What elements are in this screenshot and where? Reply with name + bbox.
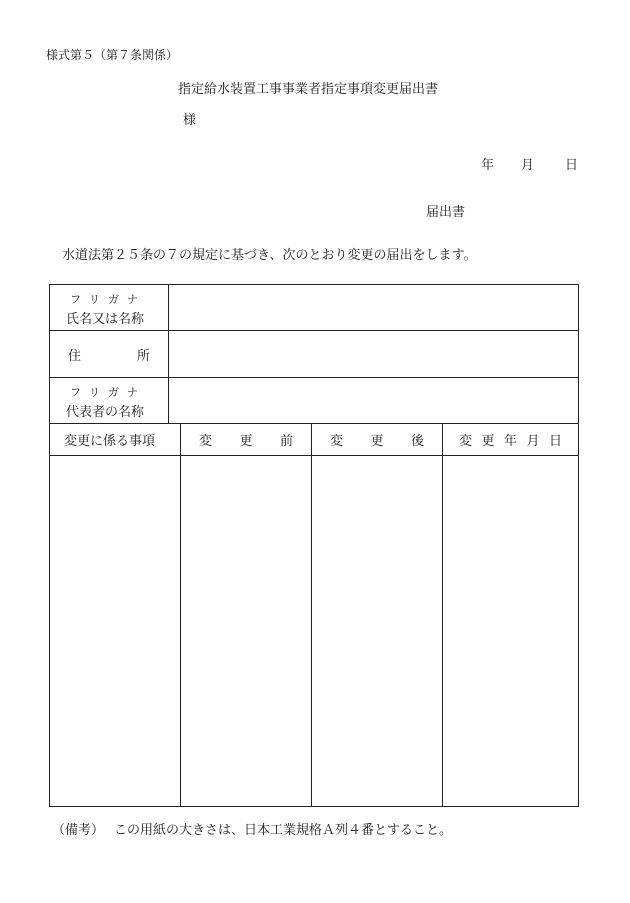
- remarks-text: この用紙の大きさは、日本工業規格Ａ列４番とすること。: [114, 823, 453, 838]
- furigana-char: ガ: [108, 386, 119, 399]
- name-furigana: [70, 291, 146, 307]
- header-char: 月: [526, 434, 540, 449]
- name-field[interactable]: [169, 285, 578, 330]
- representative-furigana: [70, 384, 146, 400]
- header-char: 年: [503, 434, 517, 449]
- notifier-label: 届出書: [426, 205, 466, 220]
- header-char: 更: [481, 434, 495, 449]
- header-char: 更: [239, 434, 253, 449]
- address-row: [50, 331, 578, 378]
- remarks: [52, 819, 452, 838]
- header-char: 後: [410, 434, 424, 449]
- furigana-char: フ: [70, 386, 81, 399]
- change-table-header: [50, 424, 578, 456]
- representative-label-cell: [50, 378, 169, 423]
- name-label: 氏名又は名称: [66, 312, 145, 327]
- furigana-char: ナ: [127, 293, 138, 306]
- header-char: 前: [279, 434, 293, 449]
- header-char: 変: [459, 434, 473, 449]
- address-label: [68, 345, 150, 364]
- addressee-honorific: 様: [183, 113, 197, 128]
- representative-row: [50, 378, 578, 424]
- header-changed-item-text: 変更に係る事項: [64, 434, 156, 449]
- representative-field[interactable]: [169, 378, 578, 423]
- address-label-cell: [50, 331, 169, 377]
- before-change-column[interactable]: [181, 456, 312, 806]
- representative-label: 代表者の名称: [66, 405, 145, 420]
- header-char: 変: [199, 434, 213, 449]
- address-label-char: 所: [136, 349, 150, 364]
- after-change-column[interactable]: [312, 456, 443, 806]
- form-title: 指定給水装置工事事業者指定事項変更届出書: [178, 82, 439, 97]
- date-year-label: 年: [481, 158, 495, 173]
- furigana-char: リ: [89, 386, 100, 399]
- address-field[interactable]: [169, 331, 578, 377]
- form-number: 様式第５（第７条関係）: [46, 48, 179, 62]
- remarks-label: （備考）: [52, 823, 105, 838]
- header-char: 変: [330, 434, 344, 449]
- change-date-column[interactable]: [443, 456, 578, 806]
- statement-text: 水道法第２５条の７の規定に基づき、次のとおり変更の届出をします。: [62, 248, 477, 263]
- address-label-char: 住: [68, 349, 82, 364]
- furigana-char: フ: [70, 293, 81, 306]
- header-change-date: [443, 424, 578, 455]
- furigana-char: ガ: [108, 293, 119, 306]
- header-after-change: [312, 424, 443, 455]
- header-before-change: [181, 424, 312, 455]
- form-table: [49, 284, 579, 807]
- name-label-cell: [50, 285, 169, 330]
- date-day-label: 日: [565, 158, 579, 173]
- header-changed-item: [50, 424, 181, 455]
- furigana-char: リ: [89, 293, 100, 306]
- furigana-char: ナ: [127, 386, 138, 399]
- date-line: [481, 154, 578, 173]
- changed-item-column[interactable]: [50, 456, 181, 806]
- header-char: 更: [370, 434, 384, 449]
- name-row: [50, 285, 578, 331]
- header-char: 日: [548, 434, 562, 449]
- date-month-label: 月: [521, 158, 535, 173]
